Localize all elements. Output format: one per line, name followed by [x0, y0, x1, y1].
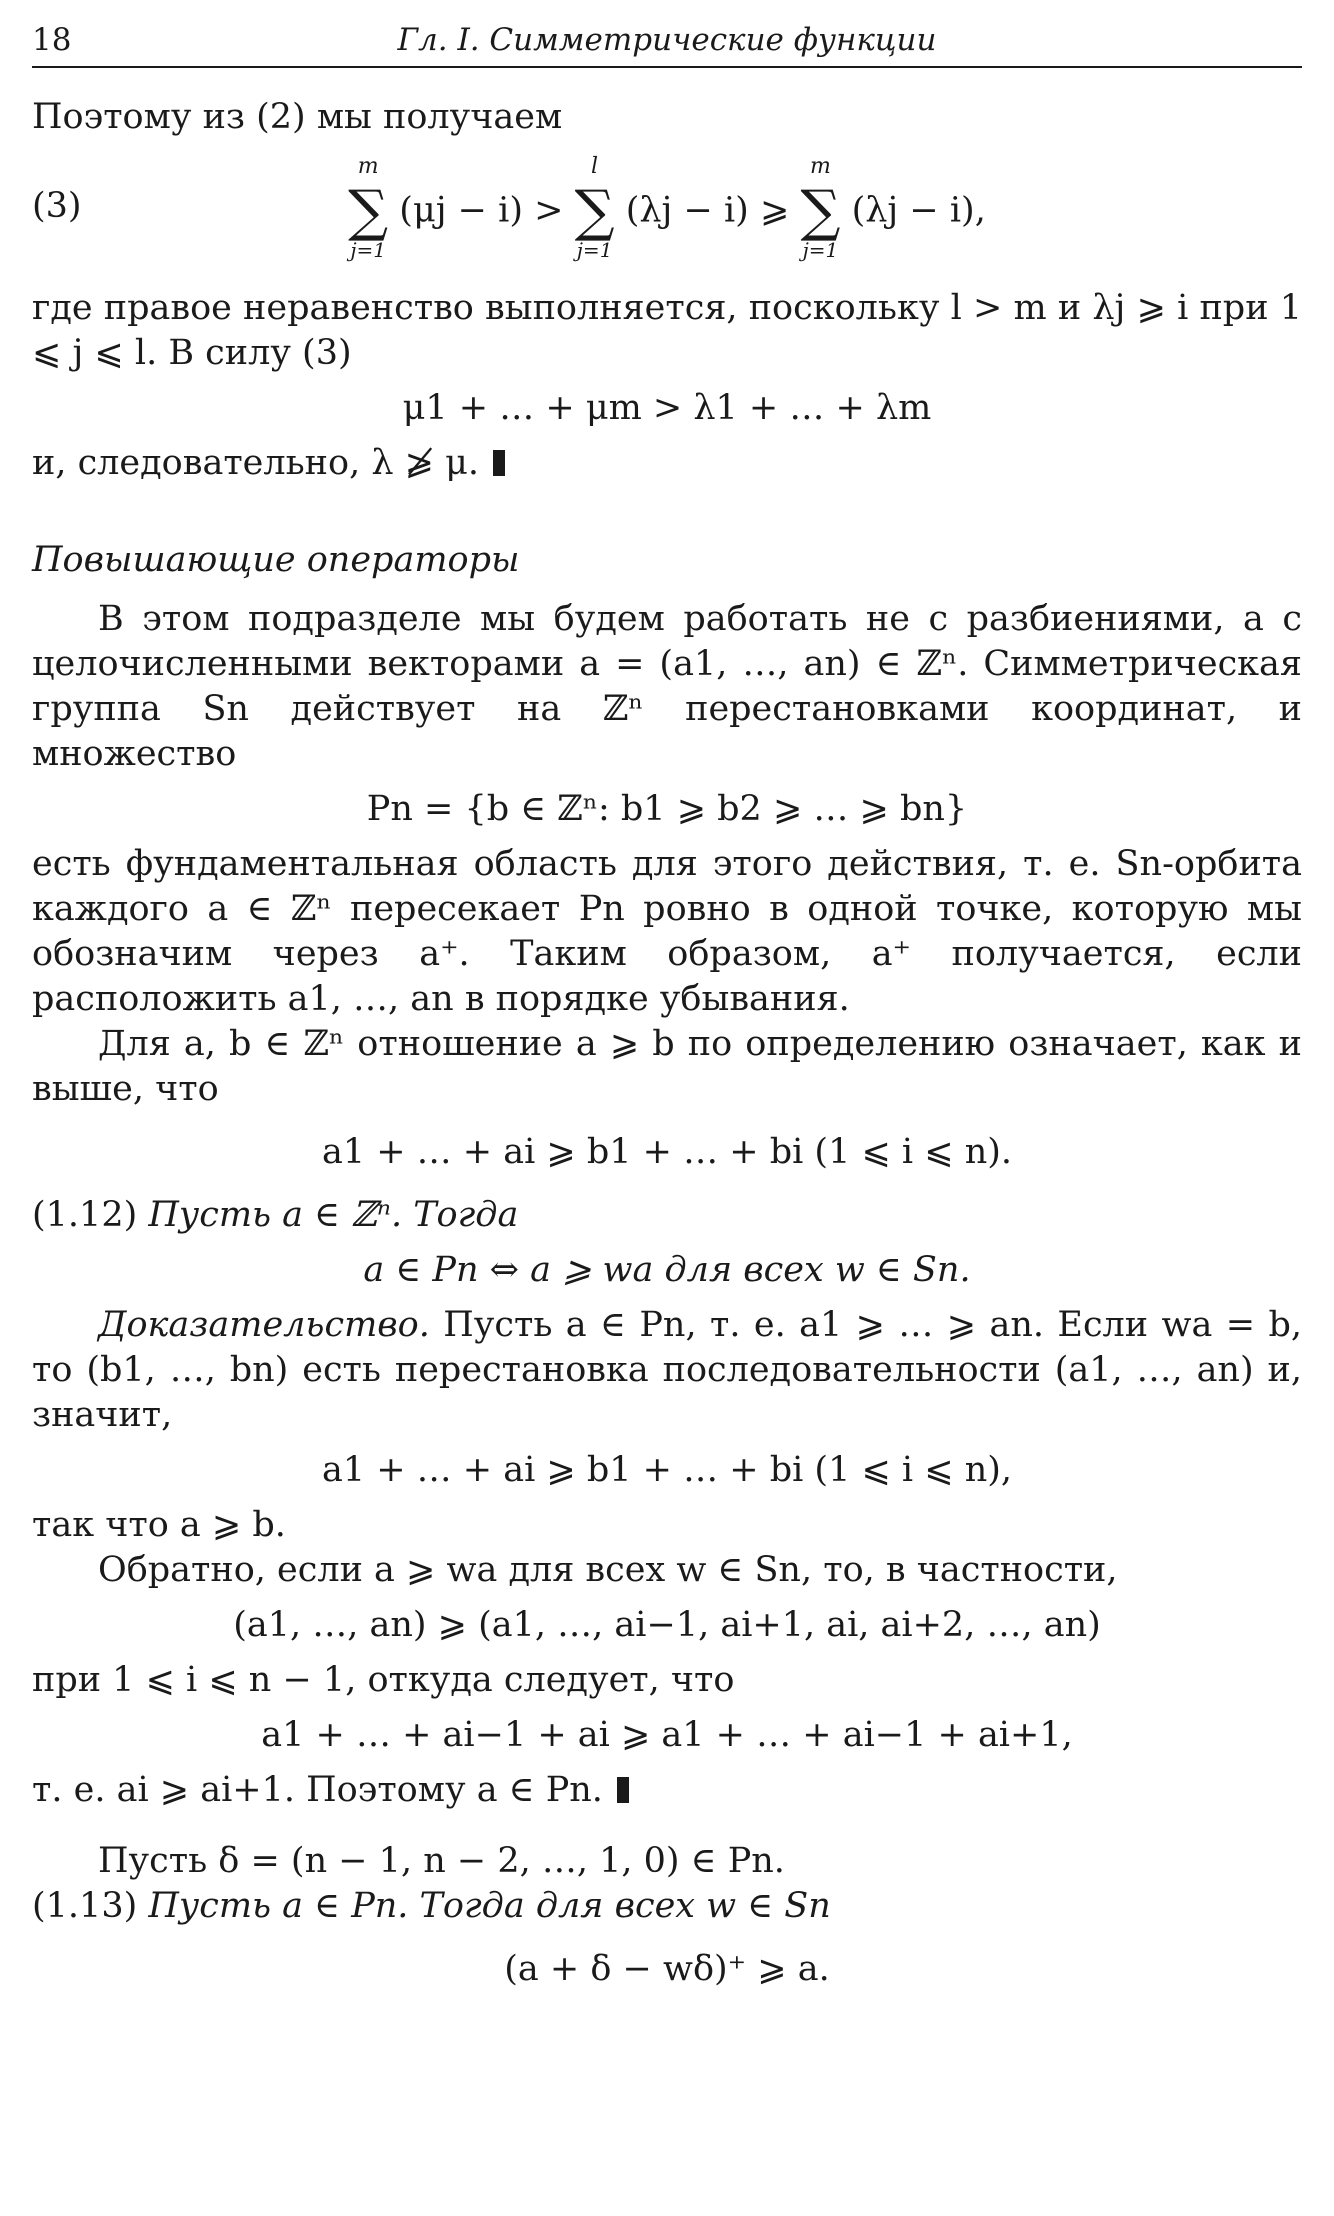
paragraph-inequality-reason: где правое неравенство выполняется, поскольку l > m и λj ⩾ i при 1 ⩽ j ⩽ l. В силу (3)	[32, 288, 1302, 373]
qed-mark	[493, 450, 505, 476]
sum-term: (λj − i),	[851, 190, 986, 231]
display-equation-partial-sums: a1 + … + ai−1 + ai ⩾ a1 + … + ai−1 + ai+1,	[261, 1715, 1073, 1755]
sum-term: (μj − i) >	[399, 190, 564, 231]
paragraph-vectors: В этом подразделе мы будем работать не с разбиениями, а с целочисленными векторами a = (a1, …, an) ∈ ℤⁿ. Симметрическая группа Sn действует на ℤⁿ перестановками координат, и множество	[32, 599, 1302, 774]
equation-label: (3)	[32, 186, 82, 226]
page-body	[32, 95, 1302, 2010]
sum-lower-limit: j=1	[576, 238, 613, 262]
sum-upper-limit: m	[810, 154, 831, 179]
display-equation-dominance: a1 + … + ai ⩾ b1 + … + bi (1 ⩽ i ⩽ n).	[321, 1132, 1013, 1172]
paragraph-so-that: так что a ⩾ b.	[32, 1505, 286, 1545]
page-header	[32, 18, 1302, 68]
proposition-text: Пусть a ∈ Pn. Тогда для всех w ∈ Sn	[148, 1886, 831, 1926]
proposition-1-13	[32, 1884, 1302, 1929]
qed-mark	[617, 1777, 629, 1803]
proposition-1-12	[32, 1193, 1302, 1238]
paragraph-conclusion	[32, 441, 1302, 486]
display-equation-pn: Pn = {b ∈ ℤⁿ: b1 ⩾ b2 ⩾ … ⩾ bn}	[366, 789, 968, 829]
paragraph-conversely: Обратно, если a ⩾ wa для всех w ∈ Sn, то, в частности,	[98, 1550, 1118, 1590]
sum-lower-limit: j=1	[350, 238, 386, 262]
paragraph-intro: Поэтому из (2) мы получаем	[32, 97, 563, 137]
paragraph-range: при 1 ⩽ i ⩽ n − 1, откуда следует, что	[32, 1660, 735, 1700]
sum-symbol: ∑ l j=1	[575, 184, 615, 240]
paragraph-fundamental-domain: есть фундаментальная область для этого действия, т. е. Sn-орбита каждого a ∈ ℤⁿ пересекает Pn ровно в одной точке, которую мы обозначим через a⁺. Таким образом, a⁺ получается, если расположить a1, …, an в порядке убывания.	[32, 844, 1302, 1019]
section-heading: Повышающие операторы	[32, 540, 520, 580]
paragraph-dominance-definition: Для a, b ∈ ℤⁿ отношение a ⩾ b по определению означает, как и выше, что	[32, 1024, 1302, 1109]
sum-lower-limit: j=1	[802, 238, 839, 262]
proposition-label: (1.13)	[32, 1886, 138, 1926]
display-equation-dominance-2: a1 + … + ai ⩾ b1 + … + bi (1 ⩽ i ⩽ n),	[321, 1450, 1013, 1490]
proposition-label: (1.12)	[32, 1195, 138, 1235]
paragraph-therefore	[32, 1768, 1302, 1813]
running-title: Гл. I. Симметрические функции	[397, 22, 937, 58]
spacer	[32, 1813, 1302, 1839]
page-number: 18	[32, 22, 72, 58]
sum-upper-limit: l	[591, 154, 599, 179]
conclusion-text: и, следовательно, λ ⩾̸ μ.	[32, 443, 479, 483]
display-equation-permutation: (a1, …, an) ⩾ (a1, …, ai−1, ai+1, ai, ai+2, …, an)	[233, 1605, 1101, 1645]
sum-upper-limit: m	[357, 154, 379, 179]
proof-text: Пусть a ∈ Pn, т. е. a1 ⩾ … ⩾ an. Если wa = b, то (b1, …, bn) есть перестановка последовательности (a1, …, an) и, значит,	[32, 1305, 1302, 1435]
proof-heading: Доказательство.	[98, 1305, 430, 1345]
display-equation-proposition	[32, 1248, 1302, 1293]
equation-3-body	[32, 154, 1302, 262]
paragraph-proof	[32, 1303, 1302, 1438]
sum-symbol: ∑ m j=1	[348, 184, 388, 240]
display-equation-mu: μ1 + … + μm > λ1 + … + λm	[402, 388, 932, 428]
sum-symbol: ∑ m j=1	[800, 184, 840, 240]
therefore-text: т. е. ai ⩾ ai+1. Поэтому a ∈ Pn.	[32, 1770, 603, 1810]
paragraph-delta: Пусть δ = (n − 1, n − 2, …, 1, 0) ∈ Pn.	[98, 1841, 785, 1881]
proposition-text: Пусть a ∈ ℤⁿ. Тогда	[148, 1195, 519, 1235]
proposition-statement: a ∈ Pn ⇔ a ⩾ wa для всех w ∈ Sn.	[363, 1250, 971, 1290]
equation-3	[32, 150, 1302, 268]
sum-term: (λj − i) ⩾	[625, 190, 790, 231]
display-equation-final: (a + δ − wδ)⁺ ⩾ a.	[504, 1949, 830, 1989]
